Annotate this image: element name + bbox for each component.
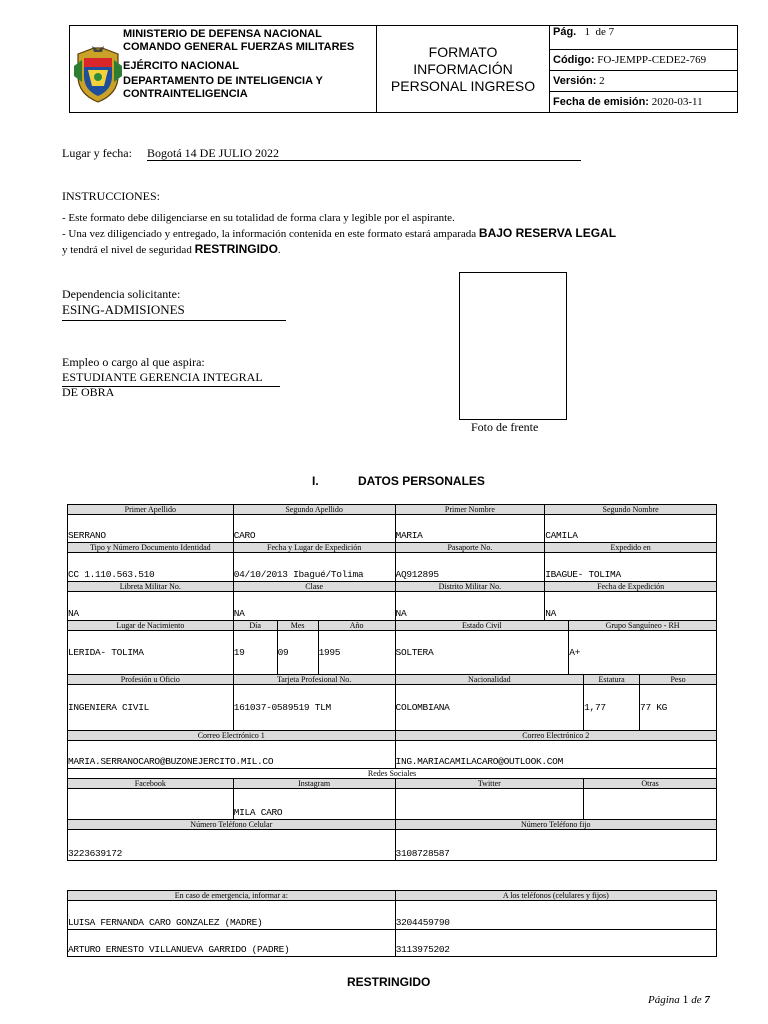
h-primer-apellido: Primer Apellido xyxy=(68,505,234,515)
dependencia-value: ESING-ADMISIONES xyxy=(62,302,286,321)
h-correo2: Correo Electrónico 2 xyxy=(395,731,716,741)
h-pasaporte: Pasaporte No. xyxy=(395,543,545,553)
field-grupo[interactable]: A+ xyxy=(569,631,717,675)
h-doc: Tipo y Número Documento Identidad xyxy=(68,543,234,553)
page-footer-total: 7 xyxy=(704,994,710,1006)
h-instagram: Instagram xyxy=(233,779,395,789)
personal-data-table xyxy=(67,504,717,861)
field-segundo-nombre[interactable]: CAMILA xyxy=(545,515,717,543)
page-footer-of: de xyxy=(691,994,702,1006)
h-distrito: Distrito Militar No. xyxy=(395,582,545,592)
emergency-contact-phone[interactable]: 3113975202 xyxy=(395,930,716,957)
date-value: 2020-03-11 xyxy=(651,96,703,108)
h-libreta: Libreta Militar No. xyxy=(68,582,234,592)
field-expedido[interactable]: IBAGUE- TOLIMA xyxy=(545,553,717,582)
instruction-line-3-text: y tendrá el nivel de seguridad xyxy=(62,244,192,256)
field-celular[interactable]: 3223639172 xyxy=(68,830,396,861)
h-lugar-nac: Lugar de Nacimiento xyxy=(68,621,234,631)
org-line-army: EJÉRCITO NACIONAL xyxy=(123,60,239,72)
page-number: 1 xyxy=(584,26,590,38)
field-distrito[interactable]: NA xyxy=(395,592,545,621)
empleo-label: Empleo o cargo al que aspira: xyxy=(62,355,205,369)
h-twitter: Twitter xyxy=(395,779,584,789)
h-celular: Número Teléfono Celular xyxy=(68,820,396,830)
place-date-label: Lugar y fecha: xyxy=(62,146,132,160)
instruction-line-2-text: - Una vez diligenciado y entregado, la información contenida en este formato estará amparada xyxy=(62,228,477,240)
version-value: 2 xyxy=(599,75,605,87)
h-profesion: Profesión u Oficio xyxy=(68,675,234,685)
field-otras[interactable] xyxy=(584,789,717,820)
field-doc[interactable]: CC 1.110.563.510 xyxy=(68,553,234,582)
h-fecha-exp: Fecha y Lugar de Expedición xyxy=(233,543,395,553)
form-title-line3: PERSONAL INGRESO xyxy=(390,77,536,94)
field-primer-apellido[interactable]: SERRANO xyxy=(68,515,234,543)
org-line-dept2: CONTRAINTELIGENCIA xyxy=(123,88,248,100)
version-label: Versión: xyxy=(553,75,597,87)
field-correo1[interactable]: MARIA.SERRANOCARO@BUZONEJERCITO.MIL.CO xyxy=(68,741,396,769)
emergency-contact-name[interactable]: LUISA FERNANDA CARO GONZALEZ (MADRE) xyxy=(68,901,396,930)
field-profesion[interactable]: INGENIERA CIVIL xyxy=(68,685,234,731)
restringido-label: RESTRINGIDO xyxy=(194,242,278,256)
h-segundo-nombre: Segundo Nombre xyxy=(545,505,717,515)
h-emergency-contact: En caso de emergencia, informar a: xyxy=(68,891,396,901)
field-segundo-apellido[interactable]: CARO xyxy=(233,515,395,543)
field-estado[interactable]: SOLTERA xyxy=(395,631,569,675)
org-cell xyxy=(70,26,377,113)
page-footer-num: 1 xyxy=(682,992,689,1006)
instruction-line-3 xyxy=(62,242,281,256)
instructions-title: INSTRUCCIONES: xyxy=(62,189,161,203)
h-dia: Día xyxy=(233,621,277,631)
page-label: Pág. xyxy=(553,26,577,38)
field-mes[interactable]: 09 xyxy=(277,631,318,675)
field-libreta[interactable]: NA xyxy=(68,592,234,621)
page-of: de 7 xyxy=(595,26,615,38)
date-label: Fecha de emisión: xyxy=(553,96,649,108)
instruction-line-1: - Este formato debe diligenciarse en su totalidad de forma clara y legible por el aspirante. xyxy=(62,212,455,224)
field-lugar-nac[interactable]: LERIDA- TOLIMA xyxy=(68,631,234,675)
field-fecha-exp[interactable]: 04/10/2013 Ibagué/Tolima xyxy=(233,553,395,582)
field-peso[interactable]: 77 KG xyxy=(640,685,717,731)
h-mes: Mes xyxy=(277,621,318,631)
field-estatura[interactable]: 1,77 xyxy=(584,685,640,731)
h-estatura: Estatura xyxy=(584,675,640,685)
h-fijo: Número Teléfono fijo xyxy=(395,820,716,830)
document-header xyxy=(69,25,738,113)
version-meta xyxy=(550,71,738,92)
h-redes: Redes Sociales xyxy=(68,769,717,779)
h-estado: Estado Civil xyxy=(395,621,569,631)
field-correo2[interactable]: ING.MARIACAMILACARO@OUTLOOK.COM xyxy=(395,741,716,769)
classification-footer: RESTRINGIDO xyxy=(347,975,431,989)
org-name-block xyxy=(123,28,354,101)
h-facebook: Facebook xyxy=(68,779,234,789)
field-instagram[interactable]: MILA CARO xyxy=(233,789,395,820)
photo-box[interactable] xyxy=(459,272,567,420)
field-dia[interactable]: 19 xyxy=(233,631,277,675)
place-date-value: Bogotá 14 DE JULIO 2022 xyxy=(147,146,581,161)
photo-caption: Foto de frente xyxy=(471,420,539,434)
page-footer xyxy=(648,992,710,1007)
h-fecha-exp2: Fecha de Expedición xyxy=(545,582,717,592)
dependencia-label: Dependencia solicitante: xyxy=(62,287,181,301)
emergency-contacts-table xyxy=(67,890,717,957)
h-nacionalidad: Nacionalidad xyxy=(395,675,584,685)
section-number: I. xyxy=(312,474,319,488)
code-value: FO-JEMPP-CEDE2-769 xyxy=(597,54,707,66)
empleo-value: ESTUDIANTE GERENCIA INTEGRAL DE OBRA xyxy=(62,370,280,387)
h-clase: Clase xyxy=(233,582,395,592)
h-otras: Otras xyxy=(584,779,717,789)
org-line-command: COMANDO GENERAL FUERZAS MILITARES xyxy=(123,41,355,53)
h-primer-nombre: Primer Nombre xyxy=(395,505,545,515)
field-nacionalidad[interactable]: COLOMBIANA xyxy=(395,685,584,731)
field-fecha-exp2[interactable]: NA xyxy=(545,592,717,621)
h-correo1: Correo Electrónico 1 xyxy=(68,731,396,741)
date-meta xyxy=(550,92,738,113)
h-grupo: Grupo Sanguíneo - RH xyxy=(569,621,717,631)
section-title: DATOS PERSONALES xyxy=(358,474,485,488)
instruction-period: . xyxy=(277,244,281,256)
emergency-contact-phone[interactable]: 3204459790 xyxy=(395,901,716,930)
field-pasaporte[interactable]: AQ912895 xyxy=(395,553,545,582)
field-clase[interactable]: NA xyxy=(233,592,395,621)
org-line-dept: DEPARTAMENTO DE INTELIGENCIA Y xyxy=(123,75,323,87)
page-meta xyxy=(550,26,738,50)
form-title-line2: INFORMACIÓN xyxy=(413,60,513,77)
h-emergency-phones: A los teléfonos (celulares y fijos) xyxy=(395,891,716,901)
field-facebook[interactable] xyxy=(68,789,234,820)
army-coat-of-arms-icon xyxy=(74,46,122,104)
page-footer-word: Página xyxy=(648,994,680,1006)
h-anio: Año xyxy=(318,621,395,631)
reserva-legal-label: BAJO RESERVA LEGAL xyxy=(478,226,617,240)
emergency-contact-name[interactable]: ARTURO ERNESTO VILLANUEVA GARRIDO (PADRE) xyxy=(68,930,396,957)
code-meta xyxy=(550,50,738,71)
field-fijo[interactable]: 3108728587 xyxy=(395,830,716,861)
h-expedido: Expedido en xyxy=(545,543,717,553)
field-tarjeta[interactable]: 161037-0589519 TLM xyxy=(233,685,395,731)
code-label: Código: xyxy=(553,54,595,66)
h-tarjeta: Tarjeta Profesional No. xyxy=(233,675,395,685)
h-segundo-apellido: Segundo Apellido xyxy=(233,505,395,515)
form-title xyxy=(377,26,550,113)
org-line-ministry: MINISTERIO DE DEFENSA NACIONAL xyxy=(123,28,322,40)
h-peso: Peso xyxy=(640,675,717,685)
field-twitter[interactable] xyxy=(395,789,584,820)
field-primer-nombre[interactable]: MARIA xyxy=(395,515,545,543)
field-anio[interactable]: 1995 xyxy=(318,631,395,675)
instruction-line-2 xyxy=(62,226,722,240)
form-title-line1: FORMATO xyxy=(428,43,498,60)
